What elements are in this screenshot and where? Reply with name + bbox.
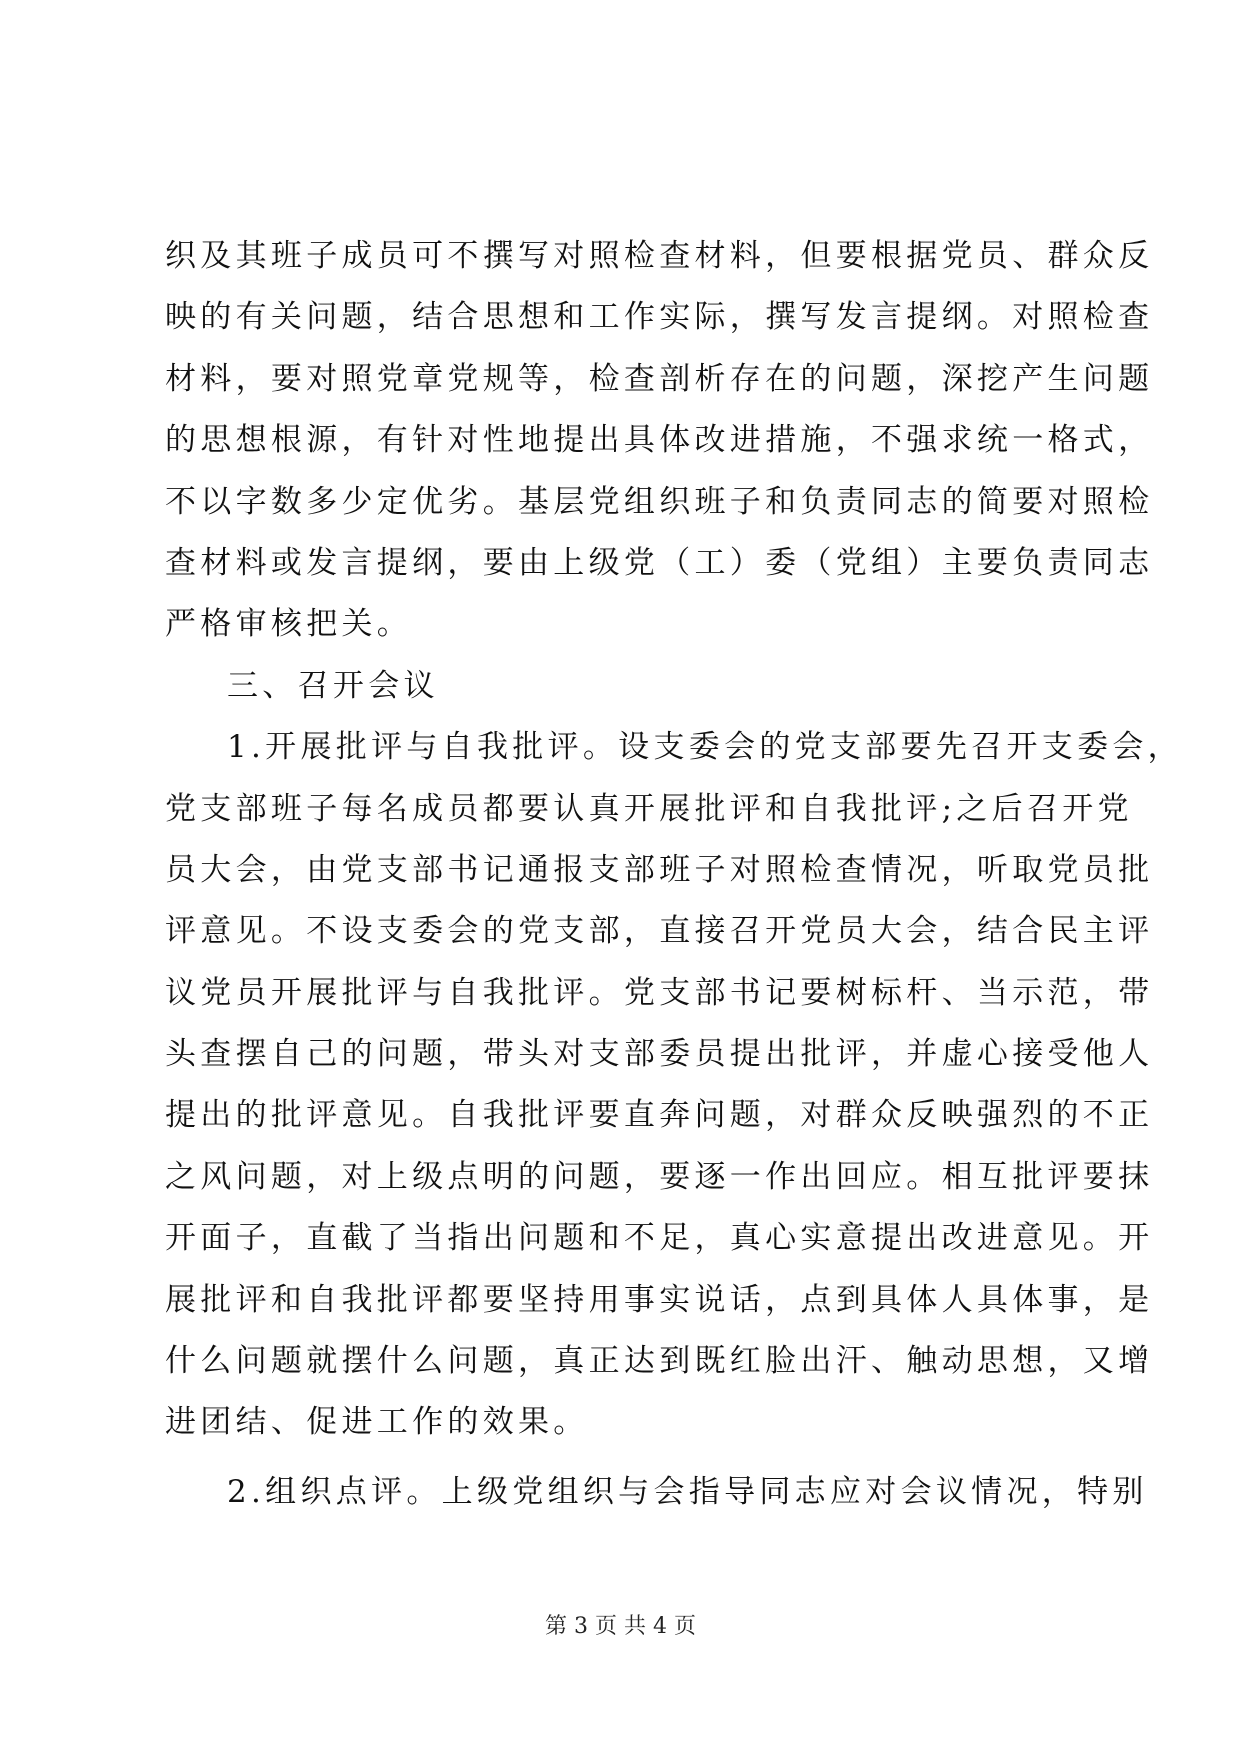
text-line: 的思想根源，有针对性地提出具体改进措施，不强求统一格式， [165, 422, 1154, 459]
text-line: 进团结、促进工作的效果。 [165, 1404, 589, 1441]
text-line: 查材料或发言提纲，要由上级党（工）委（党组）主要负责同志 [165, 544, 1154, 581]
paragraph-start: 1.开展批评与自我批评。设支委会的党支部要先召开支委会， [227, 729, 1183, 766]
text-line: 头查摆自己的问题，带头对支部委员提出批评，并虚心接受他人 [165, 1036, 1154, 1073]
text-line: 映的有关问题，结合思想和工作实际，撰写发言提纲。对照检查 [165, 299, 1154, 336]
paragraph-start: 2.组织点评。上级党组织与会指导同志应对会议情况，特别 [227, 1473, 1148, 1510]
text-line: 什么问题就摆什么问题，真正达到既红脸出汗、触动思想，又增 [165, 1343, 1154, 1380]
text-line: 开面子，直截了当指出问题和不足，真心实意提出改进意见。开 [165, 1220, 1154, 1257]
text-line: 员大会，由党支部书记通报支部班子对照检查情况，听取党员批 [165, 851, 1154, 888]
text-line: 展批评和自我批评都要坚持用事实说话，点到具体人具体事，是 [165, 1281, 1154, 1318]
page-footer: 第 3 页 共 4 页 [545, 1614, 696, 1639]
text-line: 党支部班子每名成员都要认真开展批评和自我批评;之后召开党 [165, 790, 1133, 827]
section-heading: 三、召开会议 [227, 667, 439, 704]
text-line: 织及其班子成员可不撰写对照检查材料，但要根据党员、群众反 [165, 238, 1154, 274]
text-line: 评意见。不设支委会的党支部，直接召开党员大会，结合民主评 [165, 913, 1154, 950]
text-line: 材料，要对照党章党规等，检查剖析存在的问题，深挖产生问题 [165, 360, 1154, 397]
text-line: 之风问题，对上级点明的问题，要逐一作出回应。相互批评要抹 [165, 1158, 1154, 1195]
text-line: 严格审核把关。 [165, 606, 413, 643]
text-line: 不以字数多少定优劣。基层党组织班子和负责同志的简要对照检 [165, 483, 1154, 520]
text-line: 议党员开展批评与自我批评。党支部书记要树标杆、当示范，带 [165, 974, 1154, 1011]
text-line: 提出的批评意见。自我批评要直奔问题，对群众反映强烈的不正 [165, 1097, 1154, 1134]
document-body [165, 226, 1183, 1523]
